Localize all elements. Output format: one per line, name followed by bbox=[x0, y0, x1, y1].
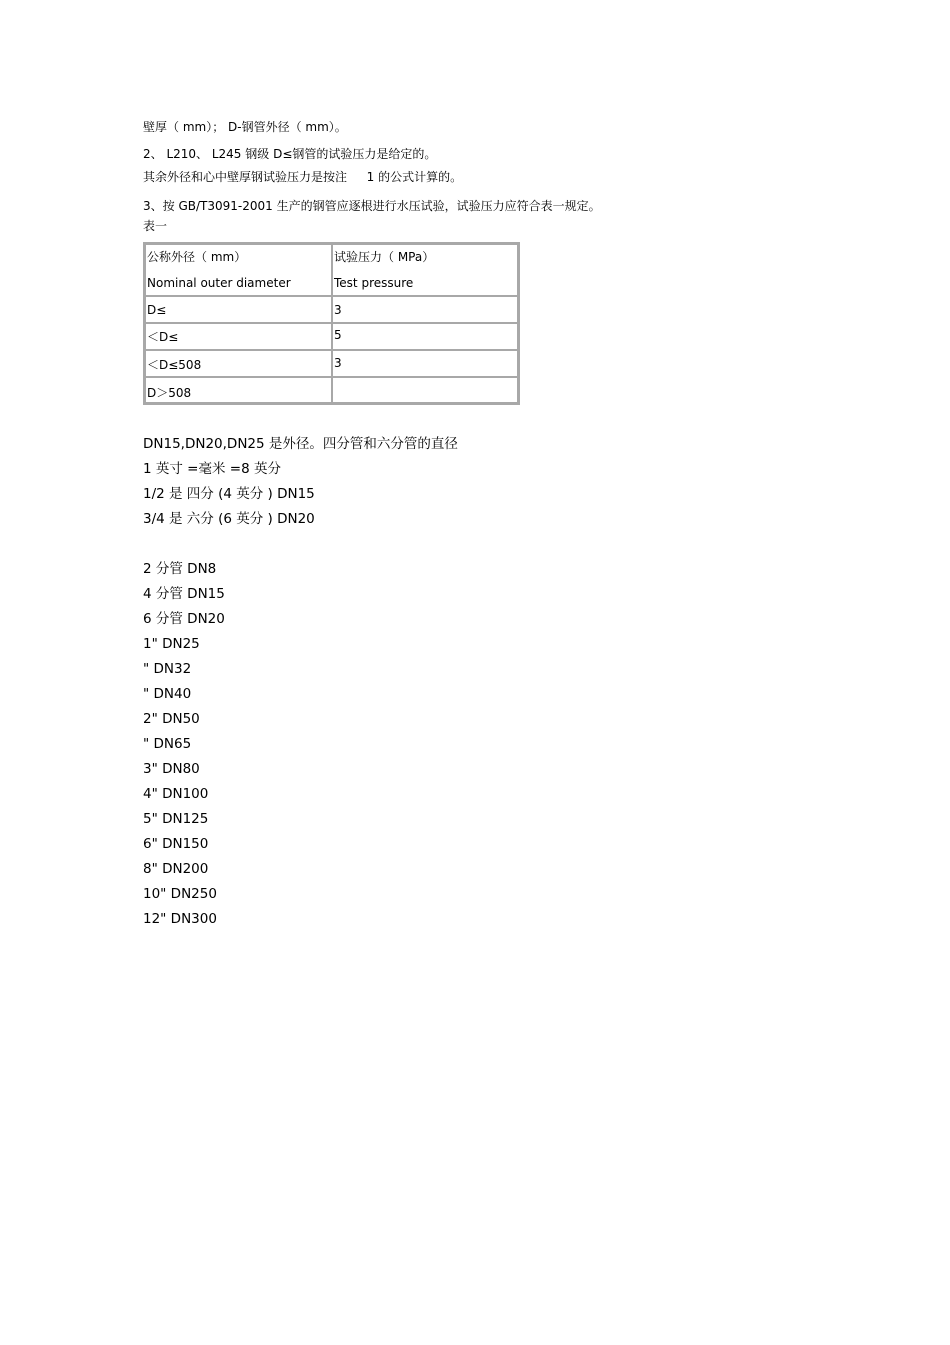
paragraph-wall-thickness: 壁厚（ mm）； D-钢管外径（ mm）。 bbox=[143, 120, 347, 134]
table-row bbox=[332, 323, 518, 350]
pressure-cell: 5 bbox=[334, 328, 342, 342]
header-pressure-cn: 试验压力（ MPa） bbox=[334, 250, 435, 264]
pressure-cell: 3 bbox=[334, 303, 342, 317]
diameter-cell: ＜D≤508 bbox=[147, 358, 202, 372]
table-row bbox=[332, 350, 518, 377]
list-item: 12" DN300 bbox=[143, 911, 217, 927]
table-row bbox=[145, 296, 332, 323]
list-item: 4 分管 DN15 bbox=[143, 586, 225, 602]
table-row bbox=[145, 323, 332, 350]
note-inch-conversion: 1 英寸 =毫米 =8 英分 bbox=[143, 461, 281, 477]
pressure-table bbox=[143, 242, 520, 405]
list-item: 1" DN25 bbox=[143, 636, 200, 652]
note-three-quarter-inch: 3/4 是 六分 (6 英分 ) DN20 bbox=[143, 511, 315, 527]
list-item: " DN65 bbox=[143, 736, 192, 752]
list-item: " DN32 bbox=[143, 661, 192, 677]
list-item: 8" DN200 bbox=[143, 861, 209, 877]
paragraph-formula-note: 其余外径和心中壁厚钢试验压力是按注 1 的公式计算的。 bbox=[143, 170, 463, 184]
header-diameter-cn: 公称外径（ mm） bbox=[147, 250, 247, 264]
table-header-cell-pressure bbox=[332, 244, 518, 296]
diameter-cell: ＜D≤ bbox=[147, 330, 179, 344]
pressure-cell: 3 bbox=[334, 356, 342, 370]
list-item: " DN40 bbox=[143, 686, 192, 702]
list-item: 2 分管 DN8 bbox=[143, 561, 217, 577]
note-dn-outer-diameter: DN15,DN20,DN25 是外径。四分管和六分管的直径 bbox=[143, 436, 458, 452]
table-header-cell-diameter bbox=[145, 244, 332, 296]
note-half-inch: 1/2 是 四分 (4 英分 ) DN15 bbox=[143, 486, 315, 502]
table-row bbox=[145, 377, 332, 403]
table-row bbox=[332, 296, 518, 323]
diameter-cell: D＞508 bbox=[147, 386, 192, 400]
list-item: 5" DN125 bbox=[143, 811, 209, 827]
table-row bbox=[145, 350, 332, 377]
header-pressure-en: Test pressure bbox=[334, 276, 414, 290]
list-item: 2" DN50 bbox=[143, 711, 200, 727]
list-item: 6 分管 DN20 bbox=[143, 611, 225, 627]
list-item: 6" DN150 bbox=[143, 836, 209, 852]
paragraph-steel-grade: 2、 L210、 L245 钢级 D≤钢管的试验压力是给定的。 bbox=[143, 147, 437, 161]
table-row bbox=[332, 377, 518, 403]
list-item: 3" DN80 bbox=[143, 761, 200, 777]
paragraph-hydro-test: 3、按 GB/T3091-2001 生产的钢管应逐根进行水压试验，试验压力应符合表一规定。 bbox=[143, 199, 601, 213]
list-item: 4" DN100 bbox=[143, 786, 209, 802]
list-item: 10" DN250 bbox=[143, 886, 217, 902]
table-caption: 表一 bbox=[143, 219, 168, 233]
header-diameter-en: Nominal outer diameter bbox=[147, 276, 291, 290]
diameter-cell: D≤ bbox=[147, 303, 167, 317]
